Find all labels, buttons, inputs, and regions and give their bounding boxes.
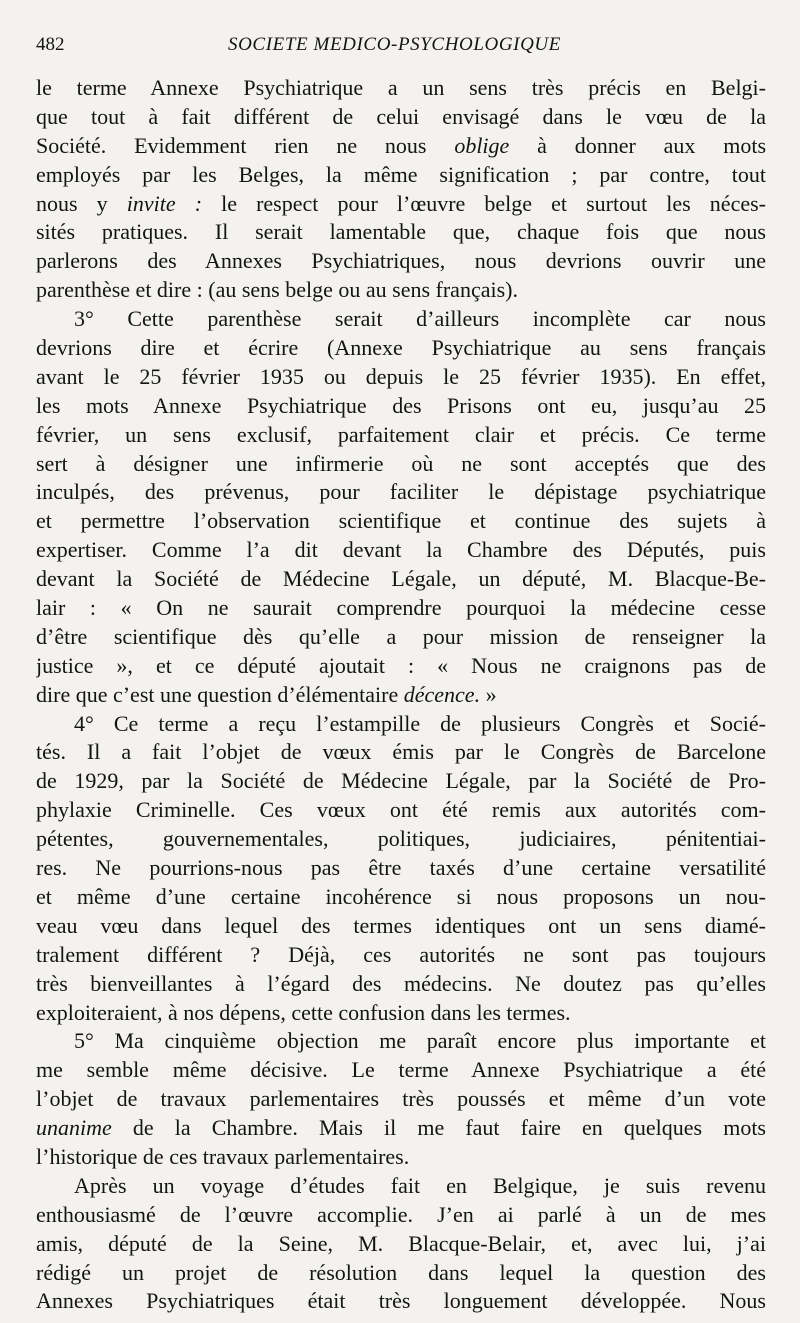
text-segment: le respect pour l’œuvre belge et surtout les néces- <box>202 190 766 216</box>
text-segment: pétentes, gouvernementales, politiques, judiciaires, pénitentiai- <box>36 826 766 852</box>
text-line <box>36 1201 766 1230</box>
text-segment: me semble même décisive. Le terme Annexe Psychiatrique a été <box>36 1057 766 1083</box>
text-line <box>36 507 766 536</box>
text-line <box>36 970 766 999</box>
text-segment: rédigé un projet de résolution dans lequel la question des <box>36 1259 766 1285</box>
text-segment: veau vœu dans lequel des termes identiques ont un sens diamé- <box>36 912 766 938</box>
text-line <box>36 74 766 103</box>
text-segment: phylaxie Criminelle. Ces vœux ont été remis aux autorités com- <box>36 797 766 823</box>
text-segment: justice », et ce député ajoutait : « Nous ne craignons pas de <box>36 652 766 678</box>
text-line <box>36 218 766 247</box>
text-line <box>36 1143 766 1172</box>
text-line <box>36 594 766 623</box>
text-line <box>36 103 766 132</box>
text-segment: nous y <box>36 190 127 216</box>
text-segment: Annexes Psychiatriques était très longuement développée. Nous <box>36 1288 766 1314</box>
text-segment: février, un sens exclusif, parfaitement clair et précis. Ce terme <box>36 421 766 447</box>
text-segment: 4° Ce terme a reçu l’estampille de plusieurs Congrès et Socié- <box>74 710 766 736</box>
text-segment: le terme Annexe Psychiatrique a un sens très précis en Belgi- <box>36 75 766 100</box>
text-segment: 3° Cette parenthèse serait d’ailleurs incomplète car nous <box>74 306 766 332</box>
text-line <box>36 912 766 941</box>
text-segment: tralement différent ? Déjà, ces autorités ne sont pas toujours <box>36 941 766 967</box>
text-segment: Société. Evidemment rien ne nous <box>36 132 455 158</box>
text-line <box>36 710 766 739</box>
text-line <box>36 334 766 363</box>
text-segment: exploiteraient, à nos dépens, cette confusion dans les termes. <box>36 999 571 1025</box>
text-segment: que tout à fait différent de celui envisagé dans le vœu de la <box>36 103 766 129</box>
text-line <box>36 883 766 912</box>
text-line <box>36 1230 766 1259</box>
text-line <box>36 276 766 305</box>
text-line <box>36 565 766 594</box>
text-line <box>36 681 766 710</box>
text-line <box>36 1027 766 1056</box>
text-segment: devant la Société de Médecine Légale, un député, M. Blacque-Be- <box>36 566 766 592</box>
text-line <box>36 1114 766 1143</box>
text-segment: très bienveillantes à l’égard des médecins. Ne doutez pas qu’elles <box>36 970 766 996</box>
page-number: 482 <box>36 34 65 55</box>
text-segment: parlerons des Annexes Psychiatriques, nous devrions ouvrir une <box>36 248 766 274</box>
body-text <box>36 74 766 1316</box>
text-segment: inculpés, des prévenus, pour faciliter le dépistage psychiatrique <box>36 479 766 505</box>
text-segment: parenthèse et dire : (au sens belge ou au sens français). <box>36 277 518 303</box>
text-segment: » <box>480 681 497 707</box>
text-line <box>36 190 766 219</box>
text-segment: à donner aux mots <box>509 132 766 158</box>
text-line <box>36 132 766 161</box>
text-segment: amis, député de la Seine, M. Blacque-Belair, et, avec lui, j’ai <box>36 1230 766 1256</box>
text-line <box>36 1287 766 1316</box>
text-segment: sert à désigner une infirmerie où ne sont acceptés que des <box>36 450 766 476</box>
text-segment: Après un voyage d’études fait en Belgique, je suis revenu <box>74 1172 766 1198</box>
text-line <box>36 450 766 479</box>
text-line <box>36 796 766 825</box>
text-line <box>36 536 766 565</box>
text-segment: res. Ne pourrions-nous pas être taxés d’une certaine versatilité <box>36 855 766 881</box>
page-header <box>36 34 766 64</box>
text-line <box>36 1259 766 1288</box>
text-segment: tés. Il a fait l’objet de vœux émis par le Congrès de Barcelone <box>36 739 766 765</box>
text-line <box>36 392 766 421</box>
text-line <box>36 738 766 767</box>
text-line <box>36 1085 766 1114</box>
text-line <box>36 767 766 796</box>
text-line <box>36 999 766 1028</box>
text-line <box>36 161 766 190</box>
text-line <box>36 421 766 450</box>
italic-text: décence. <box>403 681 481 707</box>
text-segment: l’objet de travaux parlementaires très poussés et même d’un vote <box>36 1086 766 1112</box>
text-line <box>36 623 766 652</box>
text-segment: enthousiasmé de l’œuvre accomplie. J’en ai parlé à un de mes <box>36 1201 766 1227</box>
text-line <box>36 652 766 681</box>
text-line <box>36 363 766 392</box>
text-segment: 5° Ma cinquième objection me paraît encore plus importante et <box>74 1028 766 1054</box>
text-line <box>36 1056 766 1085</box>
text-segment: l’historique de ces travaux parlementaires. <box>36 1143 410 1169</box>
text-segment: et même d’une certaine incohérence si nous proposons un nou- <box>36 883 766 909</box>
italic-text: invite : <box>126 190 203 216</box>
text-segment: les mots Annexe Psychiatrique des Prisons ont eu, jusqu’au 25 <box>36 392 766 418</box>
text-segment: avant le 25 février 1935 ou depuis le 25 février 1935). En effet, <box>36 363 766 389</box>
running-head: SOCIETE MEDICO-PSYCHOLOGIQUE <box>228 34 561 55</box>
text-line <box>36 854 766 883</box>
text-segment: d’être scientifique dès qu’elle a pour mission de renseigner la <box>36 623 766 649</box>
text-segment: et permettre l’observation scientifique et continue des sujets à <box>36 508 766 534</box>
text-line <box>36 1172 766 1201</box>
text-line <box>36 247 766 276</box>
italic-text: oblige <box>454 132 510 158</box>
text-line <box>36 478 766 507</box>
text-line <box>36 825 766 854</box>
text-segment: de 1929, par la Société de Médecine Légale, par la Société de Pro- <box>36 768 766 794</box>
text-segment: sités pratiques. Il serait lamentable que, chaque fois que nous <box>36 219 766 245</box>
text-segment: expertiser. Comme l’a dit devant la Chambre des Députés, puis <box>36 537 766 563</box>
text-segment: devrions dire et écrire (Annexe Psychiatrique au sens français <box>36 335 766 361</box>
text-line <box>36 941 766 970</box>
text-segment: de la Chambre. Mais il me faut faire en quelques mots <box>111 1115 766 1141</box>
text-segment: employés par les Belges, la même signification ; par contre, tout <box>36 161 766 187</box>
text-segment: dire que c’est une question d’élémentaire <box>36 681 404 707</box>
italic-text: unanime <box>36 1115 112 1141</box>
text-line <box>36 305 766 334</box>
text-segment: lair : « On ne saurait comprendre pourquoi la médecine cesse <box>36 595 766 621</box>
